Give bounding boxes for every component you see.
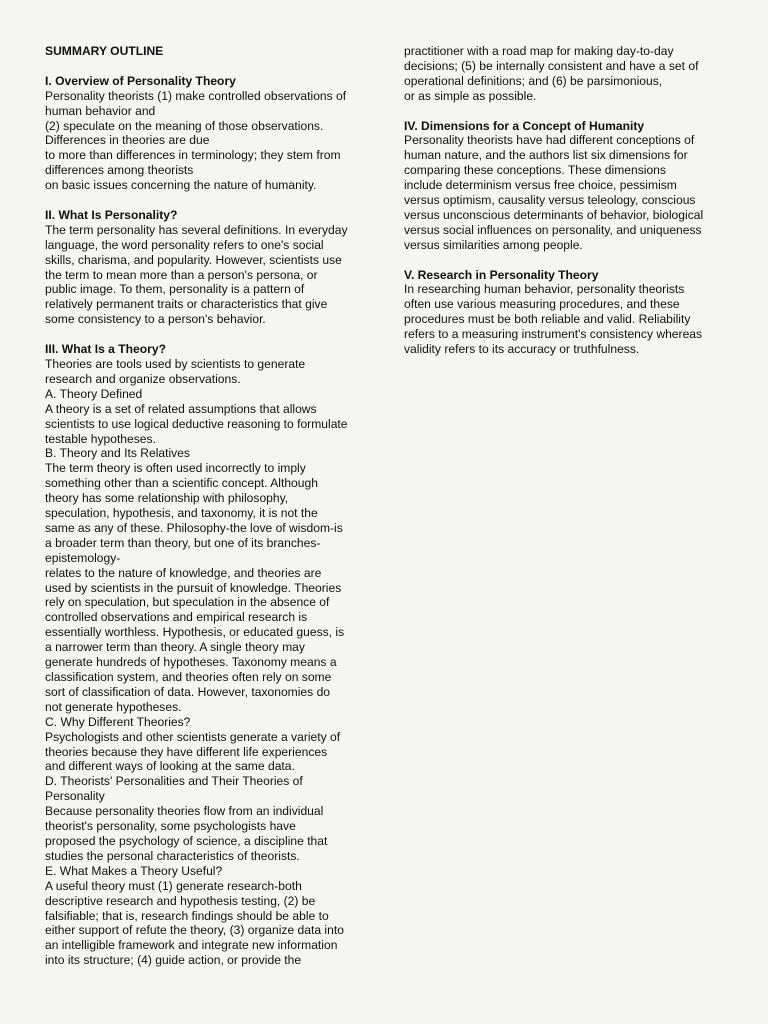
text-line: decisions; (5) be internally consistent and have a set of <box>404 58 699 73</box>
text-line: epistemology- <box>45 550 121 565</box>
text-line: Psychologists and other scientists generate a variety of <box>45 729 341 744</box>
text-line: The term personality has several definitions. In everyday <box>45 222 348 237</box>
text-line: testable hypotheses. <box>45 431 156 446</box>
text-line: practitioner with a road map for making day-to-day <box>404 44 674 58</box>
section-heading: V. Research in Personality Theory <box>404 267 599 282</box>
text-line: some consistency to a person's behavior. <box>45 312 266 327</box>
section-heading: II. What Is Personality? <box>45 207 178 222</box>
text-line: and different ways of looking at the same data. <box>45 759 295 774</box>
section-body <box>45 223 365 327</box>
text-line: public image. To them, personality is a pattern of <box>45 282 305 297</box>
text-line: In researching human behavior, personality theorists <box>404 282 685 297</box>
text-line: Personality theorists have had different conceptions of <box>404 133 695 148</box>
text-line: controlled observations and empirical research is <box>45 610 308 625</box>
text-line: something other than a scientific concept. Although <box>45 476 318 491</box>
text-line: versus similarities among people. <box>404 237 583 252</box>
text-line: proposed the psychology of science, a discipline that <box>45 833 328 848</box>
text-line: versus unconscious determinants of behavior, biological <box>404 207 704 222</box>
text-line: include determinism versus free choice, pessimism <box>404 178 677 193</box>
text-line: on basic issues concerning the nature of humanity. <box>45 178 317 193</box>
text-line: refers to a measuring instrument's consistency whereas <box>404 327 703 342</box>
text-line: not generate hypotheses. <box>45 699 182 714</box>
section-heading: III. What Is a Theory? <box>45 342 166 357</box>
text-line: Personality theorists (1) make controlled observations of <box>45 88 347 103</box>
text-line: B. Theory and Its Relatives <box>45 446 190 461</box>
text-line: language, the word personality refers to one's social <box>45 237 324 252</box>
section-heading: IV. Dimensions for a Concept of Humanity <box>404 118 645 133</box>
text-line: relatively permanent traits or characteristics that give <box>45 297 328 312</box>
document-title: SUMMARY OUTLINE <box>45 44 164 58</box>
text-line: procedures must be both reliable and valid. Reliability <box>404 312 691 327</box>
text-line: operational definitions; and (6) be parsimonious, <box>404 73 663 88</box>
text-line: theory has some relationship with philosophy, <box>45 491 289 506</box>
text-line: C. Why Different Theories? <box>45 714 191 729</box>
text-line: relates to the nature of knowledge, and theories are <box>45 565 322 580</box>
text-line: A useful theory must (1) generate research-both <box>45 878 302 893</box>
text-line: Differences in theories are due <box>45 133 210 148</box>
text-line: essentially worthless. Hypothesis, or educated guess, is <box>45 625 345 640</box>
text-line: used by scientists in the pursuit of knowledge. Theories <box>45 580 342 595</box>
section-what-is-personality <box>45 208 365 327</box>
text-line: (2) speculate on the meaning of those observations. <box>45 118 324 133</box>
text-line: a broader term than theory, but one of its branches- <box>45 535 321 550</box>
text-line: same as any of these. Philosophy-the love of wisdom-is <box>45 520 343 535</box>
text-line: versus optimism, causality versus teleology, conscious <box>404 193 696 208</box>
text-line: A. Theory Defined <box>45 386 143 401</box>
section-body <box>45 357 365 968</box>
text-line: classification system, and theories often rely on some <box>45 670 332 685</box>
text-line: comparing these conceptions. These dimensions <box>404 163 666 178</box>
text-line: A theory is a set of related assumptions that allows <box>45 401 317 416</box>
text-line: Personality <box>45 789 105 804</box>
text-line: differences among theorists <box>45 163 194 178</box>
text-line: to more than differences in terminology; they stem from <box>45 148 341 163</box>
text-line: research and organize observations. <box>45 371 241 386</box>
text-line: D. Theorists' Personalities and Their Theories of <box>45 774 303 789</box>
text-line: or as simple as possible. <box>404 88 537 103</box>
text-line: human nature, and the authors list six dimensions for <box>404 148 688 163</box>
section-body <box>45 89 365 193</box>
text-line: scientists to use logical deductive reasoning to formulate <box>45 416 348 431</box>
text-line: falsifiable; that is, research findings should be able to <box>45 908 329 923</box>
text-line: speculation, hypothesis, and taxonomy, it is not the <box>45 506 318 521</box>
right-column <box>404 44 729 357</box>
text-line: skills, charisma, and popularity. However, scientists use <box>45 252 342 267</box>
section-body <box>404 44 729 104</box>
section-overview <box>45 74 365 193</box>
text-line: Theories are tools used by scientists to generate <box>45 356 306 371</box>
text-line: into its structure; (4) guide action, or provide the <box>45 953 302 968</box>
text-line: descriptive research and hypothesis testing, (2) be <box>45 893 316 908</box>
text-line: the term to mean more than a person's persona, or <box>45 267 318 282</box>
text-line: generate hundreds of hypotheses. Taxonomy means a <box>45 655 337 670</box>
section-body <box>404 133 729 252</box>
text-line: E. What Makes a Theory Useful? <box>45 863 223 878</box>
text-line: an intelligible framework and integrate new information <box>45 938 338 953</box>
text-line: theories because they have different life experiences <box>45 744 328 759</box>
text-line: theorist's personality, some psychologists have <box>45 819 296 834</box>
section-dimensions-humanity <box>404 119 729 253</box>
text-line: The term theory is often used incorrectly to imply <box>45 461 306 476</box>
left-column <box>45 44 365 968</box>
section-research <box>404 268 729 357</box>
text-line: human behavior and <box>45 103 156 118</box>
text-line: often use various measuring procedures, and these <box>404 297 680 312</box>
text-line: studies the personal characteristics of theorists. <box>45 848 300 863</box>
section-heading: I. Overview of Personality Theory <box>45 73 236 88</box>
text-line: a narrower term than theory. A single theory may <box>45 640 305 655</box>
text-line: Because personality theories flow from an individual <box>45 804 324 819</box>
text-line: validity refers to its accuracy or truthfulness. <box>404 342 640 357</box>
text-line: versus social influences on personality, and uniqueness <box>404 222 702 237</box>
text-line: rely on speculation, but speculation in the absence of <box>45 595 330 610</box>
text-line: sort of classification of data. However, taxonomies do <box>45 684 331 699</box>
section-body <box>404 282 729 357</box>
section-what-is-theory-continued <box>404 44 729 104</box>
text-line: either support of refute the theory, (3) organize data into <box>45 923 344 938</box>
section-what-is-theory <box>45 342 365 968</box>
